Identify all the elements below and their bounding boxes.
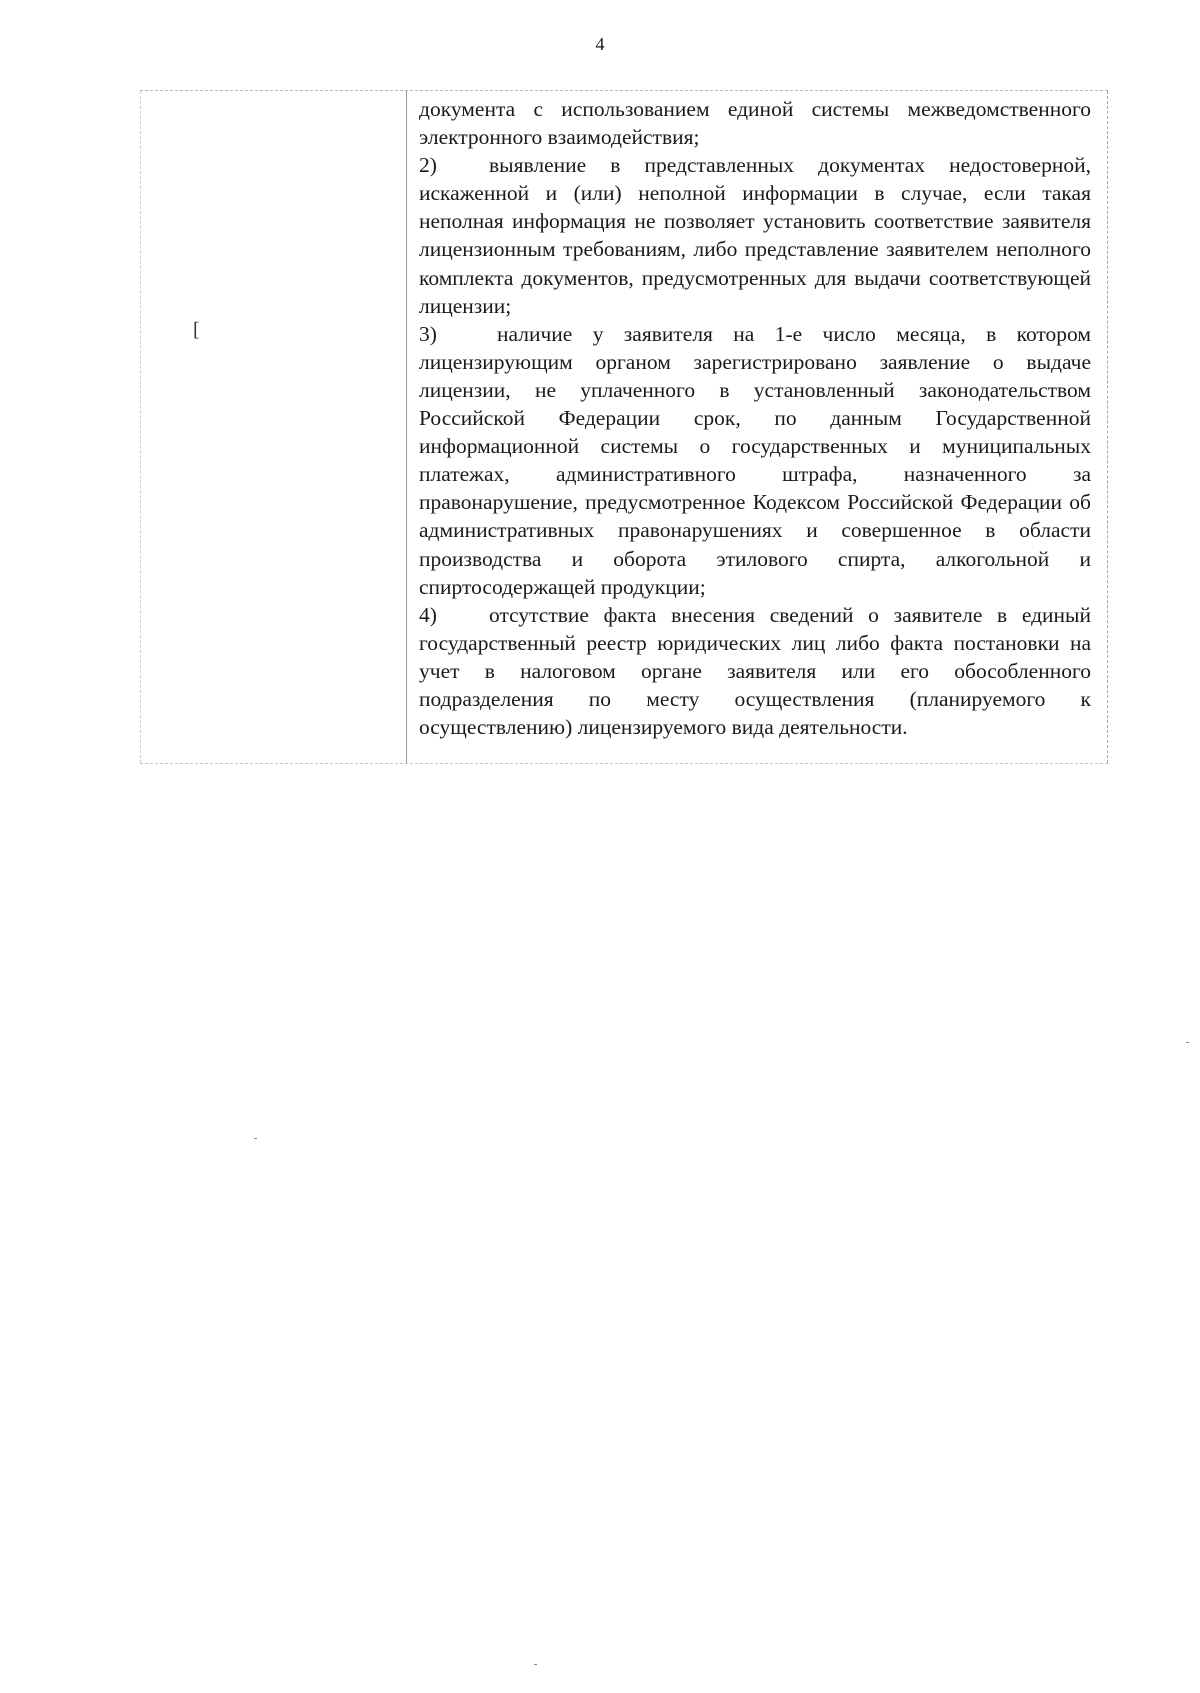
list-item-text: отсутствие факта внесения сведений о заявителе в единый государственный реестр юридических лиц либо факта постановки на учет в налоговом органе заявителя или его обособленного подразделения по месту осуществления (планируемого к осуществлению) лицензируемого вида деятельности.	[419, 602, 1091, 740]
list-item-2	[419, 151, 1091, 320]
page-number: 4	[595, 34, 605, 54]
list-item-number: 2)	[419, 153, 437, 178]
list-item-3	[419, 320, 1091, 601]
table-left-cell	[140, 91, 407, 763]
scan-speck	[254, 1138, 257, 1139]
cell-text	[419, 95, 1091, 741]
list-item-text: наличие у заявителя на 1-е число месяца, в котором лицензирующим органом зарегистрировано заявление о выдаче лицензии, не уплаченного в установленный законодательством Российской Федерации срок, по данным Государственной информационной системы о государственных и муниципальных платежах, административного штрафа, назначенного за правонарушение, предусмотренное Кодексом Российской Федерации об административных правонарушениях и совершенное в области производства и оборота этилового спирта, алкогольной и спиртосодержащей продукции;	[419, 321, 1091, 599]
table-right-cell	[406, 91, 1108, 763]
intro-paragraph: документа с использованием единой системы межведомственного электронного взаимодействия;	[419, 97, 1091, 150]
scan-speck	[534, 1664, 537, 1665]
list-item-4	[419, 601, 1091, 741]
list-item-number: 3)	[419, 321, 437, 346]
document-table	[140, 90, 1108, 764]
left-cell-mark: [	[193, 319, 200, 341]
list-item-number: 4)	[419, 602, 437, 627]
list-item-text: выявление в представленных документах недостоверной, искаженной и (или) неполной информации в случае, если такая неполная информация не позволяет установить соответствие заявителя лицензионным требованиям, либо представление заявителем неполного комплекта документов, предусмотренных для выдачи соответствующей лицензии;	[419, 153, 1091, 318]
scan-speck	[1186, 1042, 1189, 1043]
